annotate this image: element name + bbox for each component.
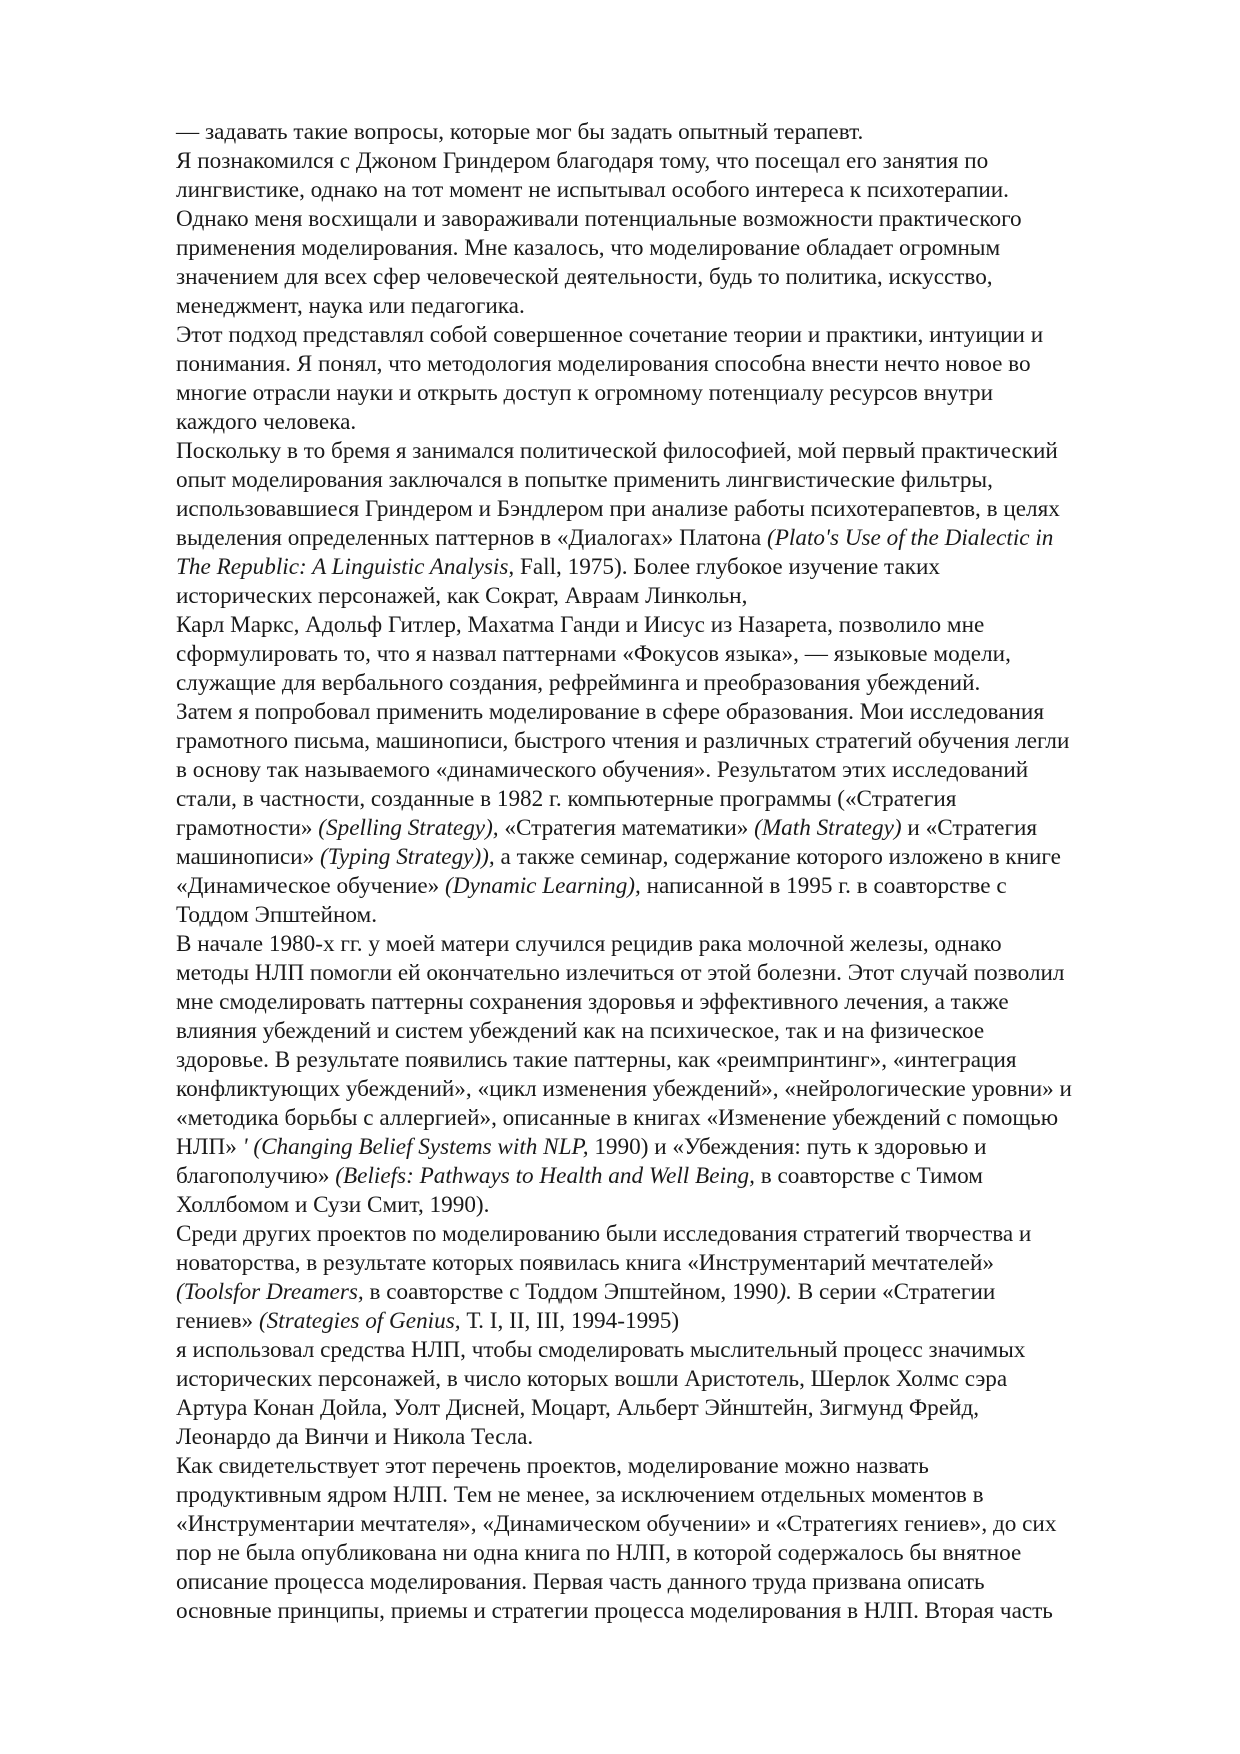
text-line bbox=[176, 1075, 1156, 1104]
text-line bbox=[176, 582, 1156, 611]
text-line bbox=[176, 1220, 1156, 1249]
text-segment: сформулировать то, что я назвал паттернами «Фокусов языка», — языковые модели, bbox=[176, 641, 1011, 667]
text-line bbox=[176, 1423, 1156, 1452]
text-segment: Как свидетельствует этот перечень проектов, моделирование можно назвать bbox=[176, 1453, 929, 1479]
text-segment: описание процесса моделирования. Первая часть данного труда призвана описать bbox=[176, 1569, 985, 1595]
text-line bbox=[176, 350, 1156, 379]
text-line bbox=[176, 234, 1156, 263]
text-segment: значением для всех сфер человеческой деятельности, будь то политика, искусство, bbox=[176, 264, 993, 290]
text-segment: «методика борьбы с аллергией», описанные в книгах «Изменение убеждений с помощью bbox=[176, 1105, 1059, 1131]
text-line bbox=[176, 1133, 1156, 1162]
text-segment: в соавторстве с Тоддом Эпштейном, 1990 bbox=[363, 1279, 779, 1305]
text-line bbox=[176, 727, 1156, 756]
text-line bbox=[176, 1249, 1156, 1278]
text-line bbox=[176, 1568, 1156, 1597]
text-segment: пор не была опубликована ни одна книга по НЛП, в которой содержалось бы внятное bbox=[176, 1540, 1022, 1566]
text-line bbox=[176, 379, 1156, 408]
text-segment: грамотности» bbox=[176, 815, 319, 841]
text-line bbox=[176, 495, 1156, 524]
text-segment: Холлбомом и Сузи Смит, 1990). bbox=[176, 1192, 490, 1218]
text-line bbox=[176, 1597, 1156, 1626]
text-segment: Леонардо да Винчи и Никола Тесла. bbox=[176, 1424, 534, 1450]
text-line bbox=[176, 147, 1156, 176]
text-segment: Этот подход представлял собой совершенное сочетание теории и практики, интуиции и bbox=[176, 322, 1044, 348]
text-segment: Я познакомился с Джоном Гриндером благодаря тому, что посещал его занятия по bbox=[176, 148, 989, 174]
text-segment: — задавать такие вопросы, которые мог бы задать опытный терапевт. bbox=[176, 119, 864, 145]
text-line bbox=[176, 524, 1156, 553]
text-line bbox=[176, 408, 1156, 437]
text-line bbox=[176, 466, 1156, 495]
text-segment: менеджмент, наука или педагогика. bbox=[176, 293, 525, 319]
text-segment: выделения определенных паттернов в «Диалогах» Платона bbox=[176, 525, 768, 551]
italic-text-segment: (Dynamic Learning), bbox=[445, 873, 641, 899]
text-segment: «Инструментарии мечтателя», «Динамическом обучении» и «Стратегиях гениев», до сих bbox=[176, 1511, 1057, 1537]
text-segment: в основу так называемого «динамического обучения». Результатом этих исследований bbox=[176, 757, 1029, 783]
text-segment: влияния убеждений и систем убеждений как на психическое, так и на физическое bbox=[176, 1018, 985, 1044]
text-segment: применения моделирования. Мне казалось, что моделирование обладает огромным bbox=[176, 235, 1001, 261]
text-line bbox=[176, 1307, 1156, 1336]
text-line bbox=[176, 611, 1156, 640]
text-line bbox=[176, 901, 1156, 930]
text-line bbox=[176, 843, 1156, 872]
text-segment: лингвистике, однако на тот момент не испытывал особого интереса к психотерапии. bbox=[176, 177, 1009, 203]
text-segment: Т. I, II, III, 1994-1995) bbox=[460, 1308, 680, 1334]
text-segment: Однако меня восхищали и завораживали потенциальные возможности практического bbox=[176, 206, 1022, 232]
text-line bbox=[176, 292, 1156, 321]
text-line bbox=[176, 756, 1156, 785]
text-segment: опыт моделирования заключался в попытке применить лингвистические фильтры, bbox=[176, 467, 993, 493]
text-segment: в соавторстве с Тимом bbox=[754, 1163, 983, 1189]
document-page bbox=[176, 118, 1156, 1626]
text-line bbox=[176, 553, 1156, 582]
text-line bbox=[176, 959, 1156, 988]
italic-text-segment: The Republic: A Linguistic Analysis, bbox=[176, 554, 515, 580]
text-segment: Карл Маркс, Адольф Гитлер, Махатма Ганди и Иисус из Назарета, позволило мне bbox=[176, 612, 985, 638]
italic-text-segment: (Spelling Strategy), bbox=[318, 815, 499, 841]
text-segment: «Динамическое обучение» bbox=[176, 873, 446, 899]
text-line bbox=[176, 640, 1156, 669]
text-segment: новаторства, в результате которых появилась книга «Инструментарий мечтателей» bbox=[176, 1250, 994, 1276]
text-line bbox=[176, 1191, 1156, 1220]
text-segment: а также семинар, содержание которого изложено в книге bbox=[494, 844, 1061, 870]
text-segment: написанной в 1995 г. в соавторстве с bbox=[640, 873, 1007, 899]
text-segment: Поскольку в то бремя я занимался политической философией, мой первый практический bbox=[176, 438, 1058, 464]
text-line bbox=[176, 321, 1156, 350]
text-line bbox=[176, 437, 1156, 466]
text-segment: методы НЛП помогли ей окончательно излечиться от этой болезни. Этот случай позволил bbox=[176, 960, 1065, 986]
text-segment: стали, в частности, созданные в 1982 г. компьютерные программы («Стратегия bbox=[176, 786, 957, 812]
text-line bbox=[176, 1017, 1156, 1046]
text-segment: В начале 1980-х гг. у моей матери случился рецидив рака молочной железы, однако bbox=[176, 931, 1002, 957]
text-segment: и «Стратегия bbox=[901, 815, 1038, 841]
text-line bbox=[176, 1336, 1156, 1365]
text-segment: я использовал средства НЛП, чтобы смоделировать мыслительный процесс значимых bbox=[176, 1337, 1026, 1363]
italic-text-segment: ). bbox=[778, 1279, 792, 1305]
text-segment: Артура Конан Дойла, Уолт Дисней, Моцарт, Альберт Эйнштейн, Зигмунд Фрейд, bbox=[176, 1395, 980, 1421]
text-line bbox=[176, 1394, 1156, 1423]
italic-text-segment: (Typing Strategy)), bbox=[319, 844, 495, 870]
text-line bbox=[176, 1539, 1156, 1568]
text-line bbox=[176, 263, 1156, 292]
text-segment: грамотного письма, машинописи, быстрого чтения и различных стратегий обучения легли bbox=[176, 728, 1070, 754]
text-line bbox=[176, 814, 1156, 843]
text-segment: Fall, 1975). Более глубокое изучение таких bbox=[514, 554, 941, 580]
text-line bbox=[176, 118, 1156, 147]
text-segment: конфликтующих убеждений», «цикл изменения убеждений», «нейрологические уровни» и bbox=[176, 1076, 1072, 1102]
text-line bbox=[176, 1046, 1156, 1075]
text-line bbox=[176, 1481, 1156, 1510]
text-line bbox=[176, 872, 1156, 901]
text-segment: НЛП» bbox=[176, 1134, 243, 1160]
italic-text-segment: (Plato's Use of the Dialectic in bbox=[767, 525, 1054, 551]
text-segment: многие отрасли науки и открыть доступ к огромному потенциалу ресурсов внутри bbox=[176, 380, 994, 406]
text-segment: 1990) и «Убеждения: путь к здоровью и bbox=[588, 1134, 987, 1160]
text-segment: исторических персонажей, в число которых вошли Аристотель, Шерлок Холмс сэра bbox=[176, 1366, 1008, 1392]
text-line bbox=[176, 698, 1156, 727]
italic-text-segment: (Beliefs: Pathways to Health and Well Being, bbox=[335, 1163, 755, 1189]
text-segment: использовавшиеся Гриндером и Бэндлером при анализе работы психотерапевтов, в целях bbox=[176, 496, 1060, 522]
text-segment: продуктивным ядром НЛП. Тем не менее, за исключением отдельных моментов в bbox=[176, 1482, 984, 1508]
text-segment: Затем я попробовал применить моделирование в сфере образования. Мои исследования bbox=[176, 699, 1044, 725]
text-line bbox=[176, 1365, 1156, 1394]
text-segment: В серии «Стратегии bbox=[791, 1279, 996, 1305]
text-segment: основные принципы, приемы и стратегии процесса моделирования в НЛП. Вторая часть bbox=[176, 1598, 1053, 1624]
text-segment: понимания. Я понял, что методология моделирования способна внести нечто новое во bbox=[176, 351, 1031, 377]
text-segment: исторических персонажей, как Сократ, Авраам Линкольн, bbox=[176, 583, 748, 609]
text-line bbox=[176, 205, 1156, 234]
text-line bbox=[176, 785, 1156, 814]
text-line bbox=[176, 176, 1156, 205]
text-line bbox=[176, 1510, 1156, 1539]
text-line bbox=[176, 1104, 1156, 1133]
text-line bbox=[176, 669, 1156, 698]
text-segment: служащие для вербального создания, рефрейминга и преобразования убеждений. bbox=[176, 670, 981, 696]
text-segment: здоровье. В результате появились такие паттерны, как «реимпринтинг», «интеграция bbox=[176, 1047, 1017, 1073]
text-segment: каждого человека. bbox=[176, 409, 357, 435]
text-line bbox=[176, 1452, 1156, 1481]
text-line bbox=[176, 988, 1156, 1017]
italic-text-segment: ' (Changing Belief Systems with NLP, bbox=[242, 1134, 589, 1160]
italic-text-segment: (Strategies of Genius, bbox=[258, 1308, 461, 1334]
italic-text-segment: (Toolsfor Dreamers, bbox=[176, 1279, 364, 1305]
text-line bbox=[176, 930, 1156, 959]
text-segment: «Стратегия математики» bbox=[498, 815, 755, 841]
text-segment: мне смоделировать паттерны сохранения здоровья и эффективного лечения, а также bbox=[176, 989, 1009, 1015]
text-segment: Среди других проектов по моделированию были исследования стратегий творчества и bbox=[176, 1221, 1032, 1247]
text-segment: гениев» bbox=[176, 1308, 259, 1334]
text-segment: благополучию» bbox=[176, 1163, 336, 1189]
text-segment: машинописи» bbox=[176, 844, 320, 870]
italic-text-segment: (Math Strategy) bbox=[754, 815, 902, 841]
text-line bbox=[176, 1162, 1156, 1191]
text-segment: Тоддом Эпштейном. bbox=[176, 902, 377, 928]
text-line bbox=[176, 1278, 1156, 1307]
